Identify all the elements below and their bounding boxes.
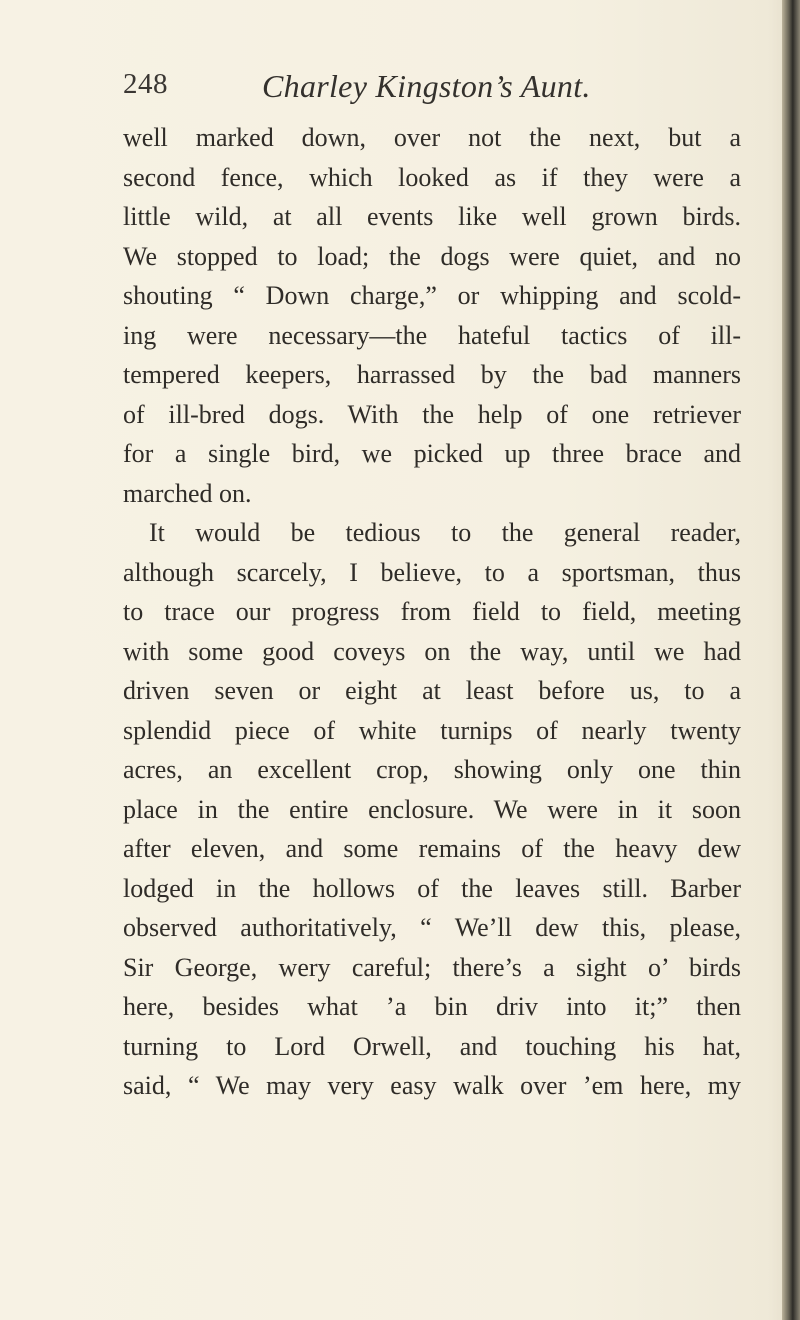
page-number: 248	[123, 68, 168, 100]
text-line: to trace our progress from field to field, meeting	[123, 597, 741, 626]
text-line: second fence, which looked as if they were a	[123, 162, 741, 192]
text-line: acres, an excellent crop, showing only one thin	[123, 755, 741, 784]
text-line: little wild, at all events like well grown birds.	[123, 202, 741, 231]
page-edge-shadow	[782, 0, 800, 1320]
text-line: turning to Lord Orwell, and touching his hat,	[123, 1031, 741, 1061]
body-text	[123, 118, 741, 1106]
text-line: It would be tedious to the general reader,	[149, 518, 741, 547]
text-line: here, besides what ’a bin driv into it;” then	[123, 992, 741, 1021]
text-line: with some good coveys on the way, until we had	[123, 636, 741, 666]
text-line: said, “ We may very easy walk over ’em here, my	[123, 1071, 741, 1100]
running-head: Charley Kingston’s Aunt.	[262, 68, 591, 104]
text-line: place in the entire enclosure. We were in it soon	[123, 794, 741, 824]
text-line: observed authoritatively, “ We’ll dew this, please,	[123, 913, 741, 942]
text-line: for a single bird, we picked up three brace and	[123, 439, 741, 468]
text-line: after eleven, and some remains of the heavy dew	[123, 834, 741, 863]
text-line: driven seven or eight at least before us, to a	[123, 676, 741, 705]
text-line: Sir George, wery careful; there’s a sight o’ birds	[123, 952, 741, 982]
text-line: shouting “ Down charge,” or whipping and scold-	[123, 281, 741, 310]
text-line: tempered keepers, harrassed by the bad manners	[123, 360, 741, 389]
text-line: ing were necessary—the hateful tactics of ill-	[123, 320, 741, 350]
text-line: lodged in the hollows of the leaves still. Barber	[123, 873, 741, 903]
text-line: marched on.	[123, 478, 252, 508]
text-line: splendid piece of white turnips of nearly twenty	[123, 715, 741, 745]
text-line: well marked down, over not the next, but a	[123, 123, 741, 152]
text-line: although scarcely, I believe, to a sportsman, thus	[123, 557, 741, 587]
text-line: We stopped to load; the dogs were quiet, and no	[123, 241, 741, 271]
text-line: of ill-bred dogs. With the help of one retriever	[123, 399, 741, 429]
